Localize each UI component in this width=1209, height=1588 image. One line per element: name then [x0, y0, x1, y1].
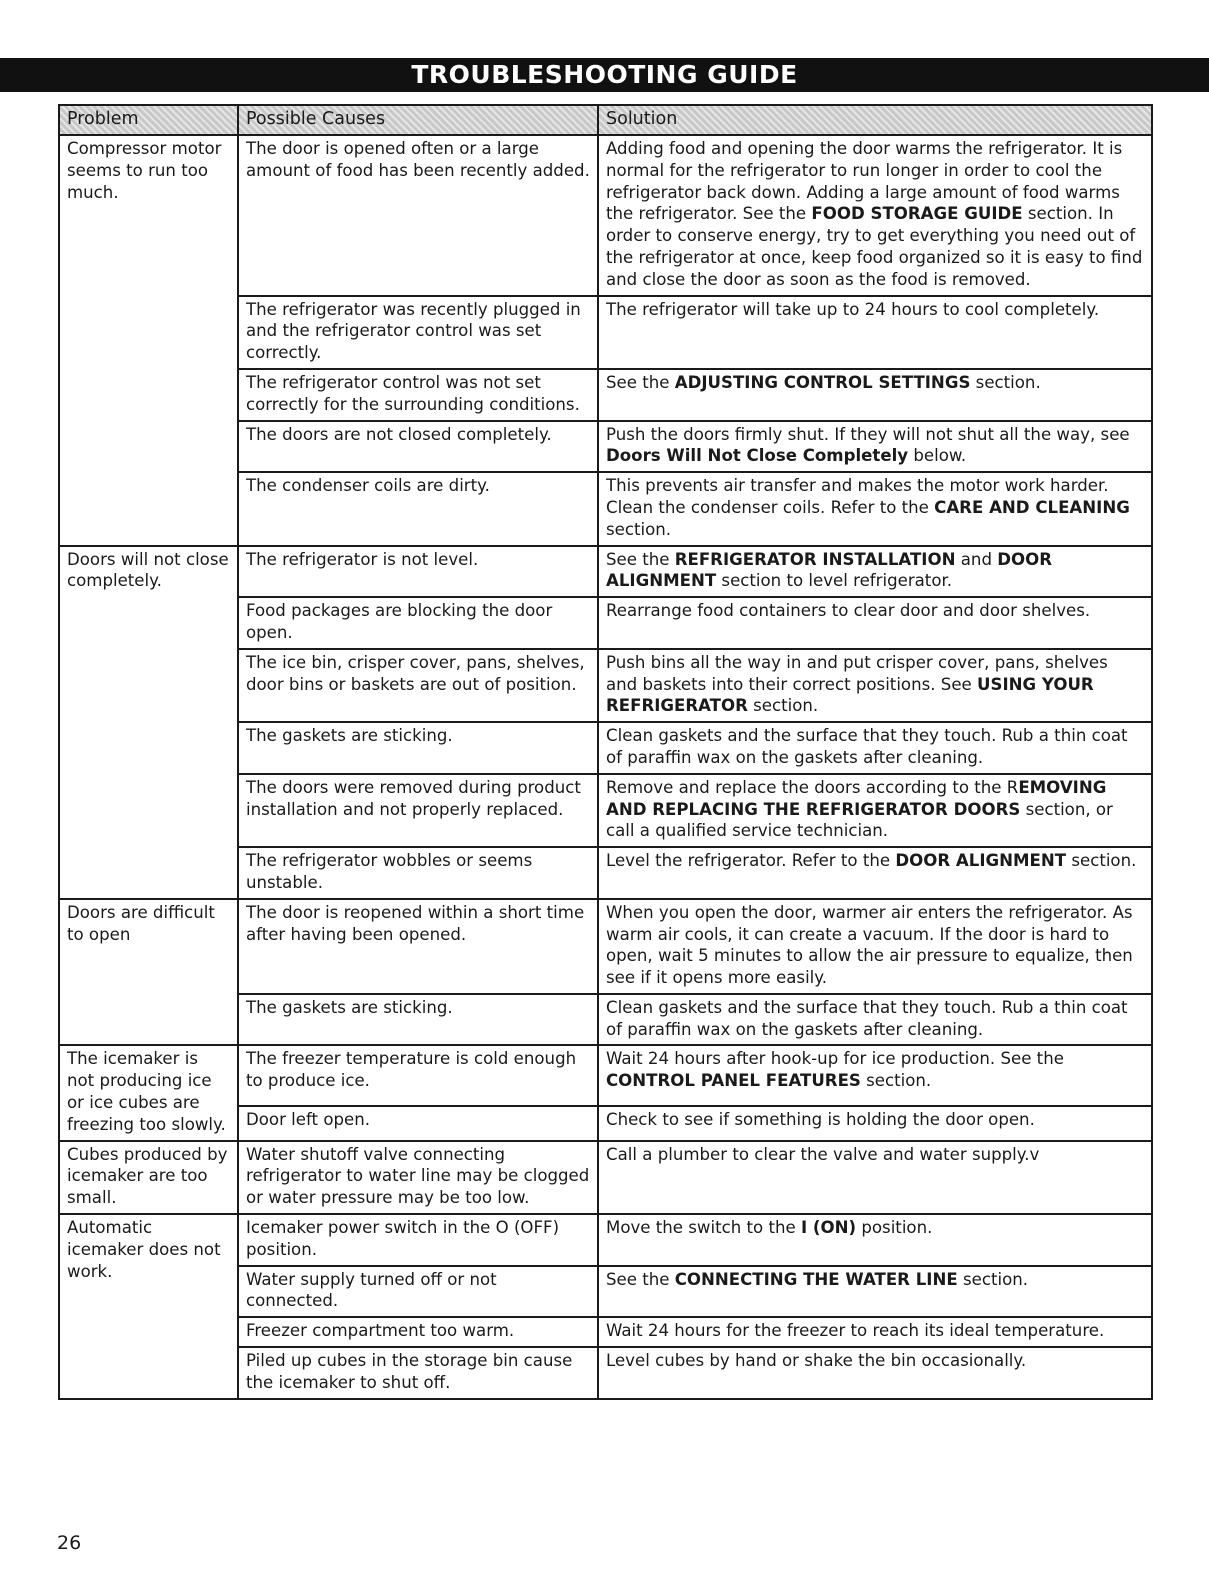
- text-segment: O (OFF): [495, 1218, 560, 1238]
- cause-cell: Food packages are blocking the door open.: [238, 597, 598, 649]
- cause-cell: Door left open.: [238, 1106, 598, 1141]
- cause-cell: The ice bin, crisper cover, pans, shelves, door bins or baskets are out of position.: [238, 649, 598, 722]
- text-segment: CARE AND CLEANING: [934, 497, 1130, 517]
- solution-cell: [598, 135, 1152, 296]
- text-segment: CONNECTING THE WATER LINE: [674, 1269, 958, 1289]
- text-segment: section to level refrigerator.: [716, 571, 953, 591]
- solution-cell: [598, 472, 1152, 545]
- solution-cell: [598, 1347, 1152, 1399]
- solution-cell: [598, 597, 1152, 649]
- text-segment: This prevents air transfer and makes the motor work harder. Clean the condenser coils. Refer to the: [606, 476, 1109, 517]
- text-segment: position.: [856, 1218, 933, 1238]
- text-segment: below.: [908, 446, 967, 466]
- text-segment: Icemaker power switch in the: [246, 1218, 496, 1238]
- cause-cell: Water supply turned off or not connected.: [238, 1266, 598, 1318]
- text-segment: Wait 24 hours for the freezer to reach its ideal temperature.: [606, 1321, 1105, 1341]
- text-segment: section.: [747, 696, 819, 716]
- text-segment: ADJUSTING CONTROL SETTINGS: [674, 372, 971, 392]
- cause-cell: The refrigerator is not level.: [238, 546, 598, 598]
- text-segment: Clean gaskets and the surface that they touch. Rub a thin coat of paraffin wax on the gaskets after cleaning.: [606, 726, 1128, 767]
- header-causes: Possible Causes: [238, 105, 598, 135]
- cause-cell: The gaskets are sticking.: [238, 722, 598, 774]
- text-segment: Push bins all the way in and put crisper cover, pans, shelves and baskets into their correct positions. See: [606, 652, 1108, 694]
- problem-cell: Compressor motor seems to run too much.: [59, 135, 238, 546]
- cause-cell: Water shutoff valve connecting refrigerator to water line may be clogged or water pressure may be too low.: [238, 1141, 598, 1214]
- problem-cell: Doors are difficult to open: [59, 899, 238, 1046]
- problem-cell: Automatic icemaker does not work.: [59, 1214, 238, 1399]
- text-segment: Remove and replace the doors according to the R: [606, 777, 1019, 797]
- solution-cell: [598, 899, 1152, 994]
- solution-cell: [598, 369, 1152, 421]
- text-segment: Clean gaskets and the surface that they touch. Rub a thin coat of paraffin wax on the gaskets after cleaning.: [606, 997, 1128, 1039]
- troubleshooting-table: [58, 104, 1153, 1400]
- table-row: [59, 135, 1152, 296]
- cause-cell: The freezer temperature is cold enough to produce ice.: [238, 1045, 598, 1105]
- header-solution: Solution: [598, 105, 1152, 135]
- text-segment: See the: [606, 549, 675, 569]
- text-segment: Move the switch to the: [606, 1218, 801, 1238]
- table-row: [59, 899, 1152, 994]
- solution-cell: [598, 421, 1152, 473]
- text-segment: When you open the door, warmer air enters the refrigerator. As warm air cools, it can create a vacuum. If the door is hard to open, wait 5 minutes to allow the air pressure to equalize, then see if it opens more easily.: [606, 902, 1133, 988]
- text-segment: section, or call a qualified service technician.: [606, 799, 1113, 841]
- solution-cell: [598, 774, 1152, 847]
- table-row: [59, 1141, 1152, 1214]
- text-segment: The refrigerator will take up to 24 hours to cool completely.: [606, 299, 1100, 319]
- solution-cell: [598, 1266, 1152, 1318]
- text-segment: EMOVING AND REPLACING THE REFRIGERATOR DOORS: [606, 777, 1107, 819]
- header-row: [59, 105, 1152, 135]
- text-segment: USING YOUR REFRIGERATOR: [606, 674, 1094, 716]
- solution-cell: [598, 1045, 1152, 1105]
- header-problem: Problem: [59, 105, 238, 135]
- solution-cell: [598, 994, 1152, 1046]
- text-segment: Doors Will Not Close Completely: [606, 446, 909, 466]
- text-segment: See the: [606, 372, 675, 392]
- table-row: [59, 1045, 1152, 1105]
- solution-cell: [598, 847, 1152, 899]
- cause-cell: The doors were removed during product installation and not properly replaced.: [238, 774, 598, 847]
- solution-cell: [598, 1214, 1152, 1266]
- text-segment: section.: [957, 1269, 1029, 1289]
- text-segment: REFRIGERATOR INSTALLATION: [674, 549, 956, 569]
- cause-cell: The door is reopened within a short time after having been opened.: [238, 899, 598, 994]
- cause-cell: The doors are not closed completely.: [238, 421, 598, 473]
- text-segment: See the: [606, 1269, 675, 1289]
- text-segment: FOOD STORAGE GUIDE: [811, 204, 1023, 224]
- cause-cell: The refrigerator wobbles or seems unstable.: [238, 847, 598, 899]
- text-segment: CONTROL PANEL FEATURES: [606, 1071, 861, 1091]
- text-segment: I (ON): [800, 1218, 857, 1238]
- text-segment: DOOR ALIGNMENT: [606, 549, 1053, 591]
- text-segment: Call a plumber to clear the valve and water supply.v: [606, 1144, 1040, 1164]
- text-segment: Rearrange food containers to clear door and door shelves.: [606, 601, 1091, 621]
- cause-cell: The condenser coils are dirty.: [238, 472, 598, 545]
- cause-cell: Piled up cubes in the storage bin cause the icemaker to shut off.: [238, 1347, 598, 1399]
- text-segment: section.: [970, 372, 1041, 392]
- text-segment: section.: [860, 1071, 932, 1091]
- text-segment: section.: [606, 519, 672, 539]
- problem-cell: Doors will not close completely.: [59, 546, 238, 899]
- text-segment: DOOR ALIGNMENT: [895, 851, 1067, 871]
- table-row: [59, 1214, 1152, 1266]
- solution-cell: [598, 296, 1152, 369]
- text-segment: section.: [1066, 851, 1137, 871]
- text-segment: Wait 24 hours after hook-up for ice production. See the: [606, 1049, 1064, 1069]
- text-segment: Check to see if something is holding the door open.: [606, 1109, 1035, 1129]
- page-title: TROUBLESHOOTING GUIDE: [0, 58, 1209, 92]
- cause-cell: [238, 1214, 598, 1266]
- text-segment: position.: [246, 1239, 318, 1259]
- cause-cell: The gaskets are sticking.: [238, 994, 598, 1046]
- solution-cell: [598, 546, 1152, 598]
- cause-cell: The refrigerator control was not set correctly for the surrounding conditions.: [238, 369, 598, 421]
- problem-cell: The icemaker is not producing ice or ice cubes are freezing too slowly.: [59, 1045, 238, 1140]
- solution-cell: [598, 722, 1152, 774]
- text-segment: Level the refrigerator. Refer to the: [606, 851, 896, 871]
- cause-cell: The door is opened often or a large amount of food has been recently added.: [238, 135, 598, 296]
- problem-cell: Cubes produced by icemaker are too small.: [59, 1141, 238, 1214]
- solution-cell: [598, 1317, 1152, 1347]
- text-segment: section. In order to conserve energy, try to get everything you need out of the refrigerator at once, keep food organized so it is easy to find and close the door as soon as the food is removed.: [606, 204, 1143, 289]
- page-number: 26: [57, 1532, 82, 1554]
- text-segment: and: [955, 549, 998, 569]
- table-body: [59, 135, 1152, 1399]
- solution-cell: [598, 649, 1152, 722]
- solution-cell: [598, 1141, 1152, 1214]
- text-segment: Push the doors firmly shut. If they will not shut all the way, see: [606, 424, 1130, 444]
- solution-cell: [598, 1106, 1152, 1141]
- text-segment: Adding food and opening the door warms the refrigerator. It is normal for the refrigerator to run longer in order to cool the refrigerator back down. Adding a large amount of food warms the refrigerator. See the: [606, 139, 1123, 224]
- table-row: [59, 546, 1152, 598]
- cause-cell: The refrigerator was recently plugged in and the refrigerator control was set correctly.: [238, 296, 598, 369]
- cause-cell: Freezer compartment too warm.: [238, 1317, 598, 1347]
- text-segment: Level cubes by hand or shake the bin occasionally.: [606, 1351, 1027, 1371]
